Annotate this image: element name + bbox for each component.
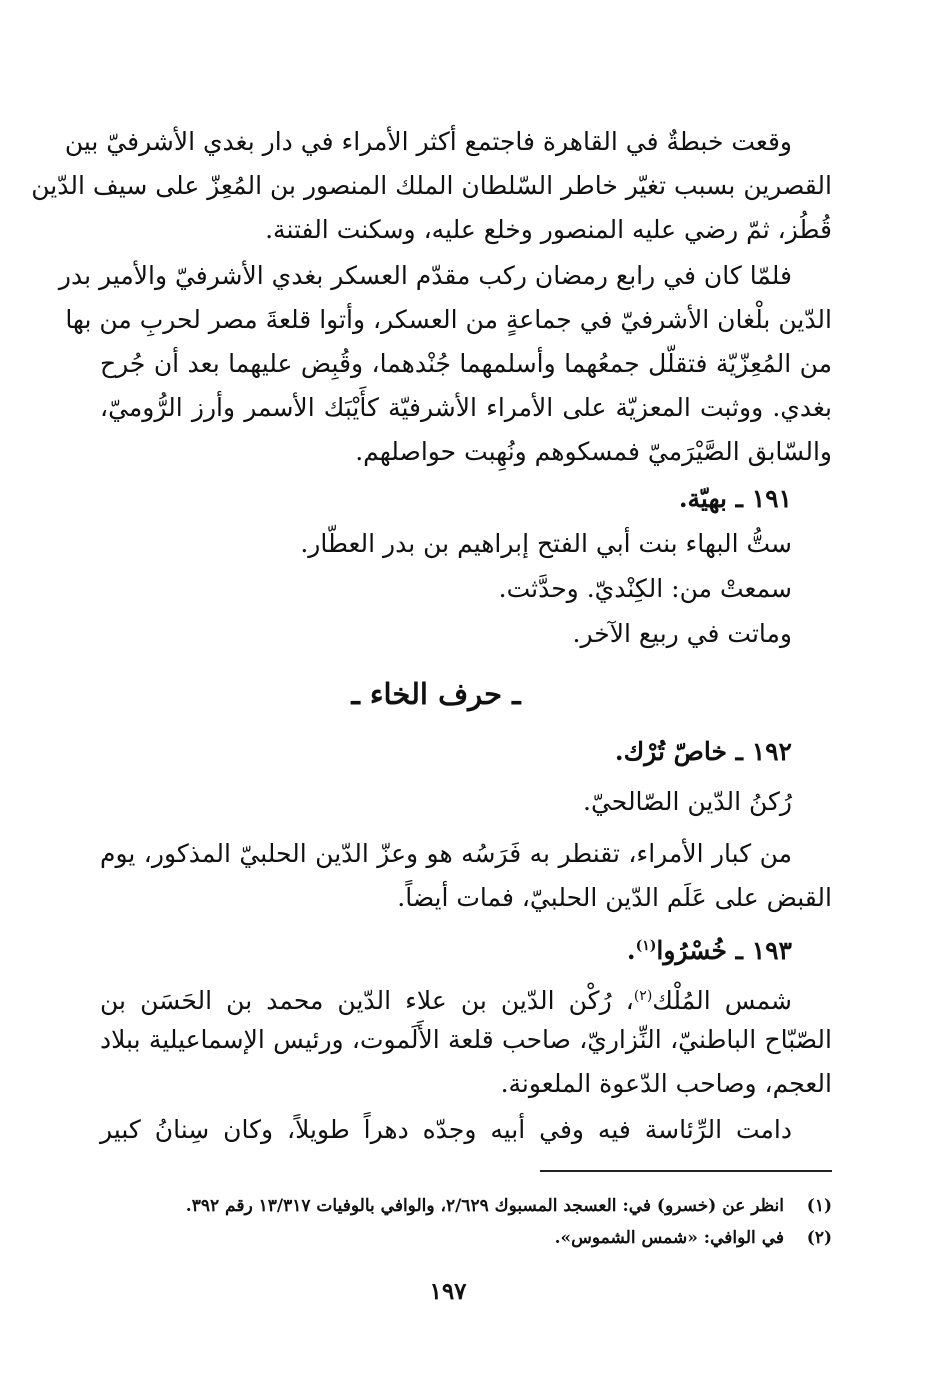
footnote-number: (١) (806, 1196, 832, 1216)
paragraph-line: بغدي. ووثبت المعزيّة على الأمراء الأشرفيّة كأَيْبَك الأسمر وأرز الرُّوميّ، (100, 393, 832, 422)
text-segment: شمس المُلْك (652, 986, 792, 1015)
entry-line: ستُّ البهاء بنت أبي الفتح إبراهيم بن بدر العطّار. (300, 529, 792, 558)
chapter-heading: ـ حرف الخاء ـ (351, 677, 521, 711)
footnote-rule (540, 1170, 832, 1172)
entry-heading-192: ١٩٢ ـ خاصّ تُرْك. (614, 737, 792, 766)
page-number: ١٩٧ (429, 1278, 467, 1305)
paragraph-line: القبض على عَلَم الدّين الحلبيّ، فمات أيضاً. (397, 883, 832, 912)
entry-heading-text: ١٩٣ ـ خُسْرُوا (656, 936, 792, 965)
paragraph-line: قُطُز، ثمّ رضي عليه المنصور وخلع عليه، وسكنت الفتنة. (265, 215, 832, 244)
entry-heading-end: . (626, 936, 636, 965)
paragraph-line: القصرين بسبب تغيّر خاطر السّلطان الملك المنصور بن المُعِزّ على سيف الدّين (31, 171, 832, 200)
paragraph-line: فلمّا كان في رابع رمضان ركب مقدّم العسكر بغدي الأشرفيّ والأمير بدر (58, 261, 792, 290)
entry-heading-193 (627, 924, 792, 973)
footnote-ref-2: (٢) (633, 988, 653, 1004)
text-segment: ، رُكْن الدّين بن علاء الدّين محمد بن الحَسَن بن (100, 986, 634, 1015)
paragraph-line (100, 974, 792, 1023)
footnote-text: انظر عن (خسرو) في: العسجد المسبوك ٢/٦٢٩، والوافي بالوفيات ١٣/٣١٧ رقم ٣٩٢. (185, 1196, 784, 1216)
footnote-ref-1: (١) (635, 938, 657, 954)
paragraph-line: وقعت خبطةٌ في القاهرة فاجتمع أكثر الأمراء في دار بغدي الأشرفيّ بين (64, 127, 792, 156)
entry-heading-191: ١٩١ ـ بهيّة. (678, 484, 792, 513)
entry-subtitle: رُكنُ الدّين الصّالحيّ. (583, 787, 792, 816)
footnote-2 (555, 1225, 832, 1251)
footnote-text: في الوافي: «شمس الشموس». (554, 1228, 784, 1248)
paragraph-line: من المُعِزّيّة فتقلّل جمعُهما وأسلمهما جُنْدهما، وقُبِض عليهما بعد أن جُرح (100, 349, 832, 378)
paragraph-line: الصّبّاح الباطنيّ، النِّزاريّ، صاحب قلعة الأَلَموت، ورئيس الإسماعيلية ببلاد (100, 1025, 832, 1054)
footnote-1 (186, 1193, 832, 1219)
paragraph-line: والسّابق الصَّيْرَميّ فمسكوهم ونُهِبت حواصلهم. (355, 437, 832, 466)
paragraph-line: الدّين بلْغان الأشرفيّ في جماعةٍ من العسكر، وأتوا قلعةَ مصر لحربِ من بها (65, 305, 832, 334)
entry-line: وماتت في ربيع الآخر. (572, 619, 792, 648)
paragraph-line: من كبار الأمراء، تقنطر به فَرَسُه هو وعزّ الدّين الحلبيّ المذكور، يوم (100, 839, 792, 868)
entry-line: سمعتْ من: الكِنْديّ. وحدَّثت. (498, 574, 792, 603)
footnote-number: (٢) (806, 1228, 832, 1248)
paragraph-line: دامت الرِّئاسة فيه وفي أبيه وجدّه دهراً طويلاً، وكان سِنانُ كبير (100, 1115, 792, 1144)
paragraph-line: العجم، وصاحب الدّعوة الملعونة. (500, 1069, 832, 1098)
